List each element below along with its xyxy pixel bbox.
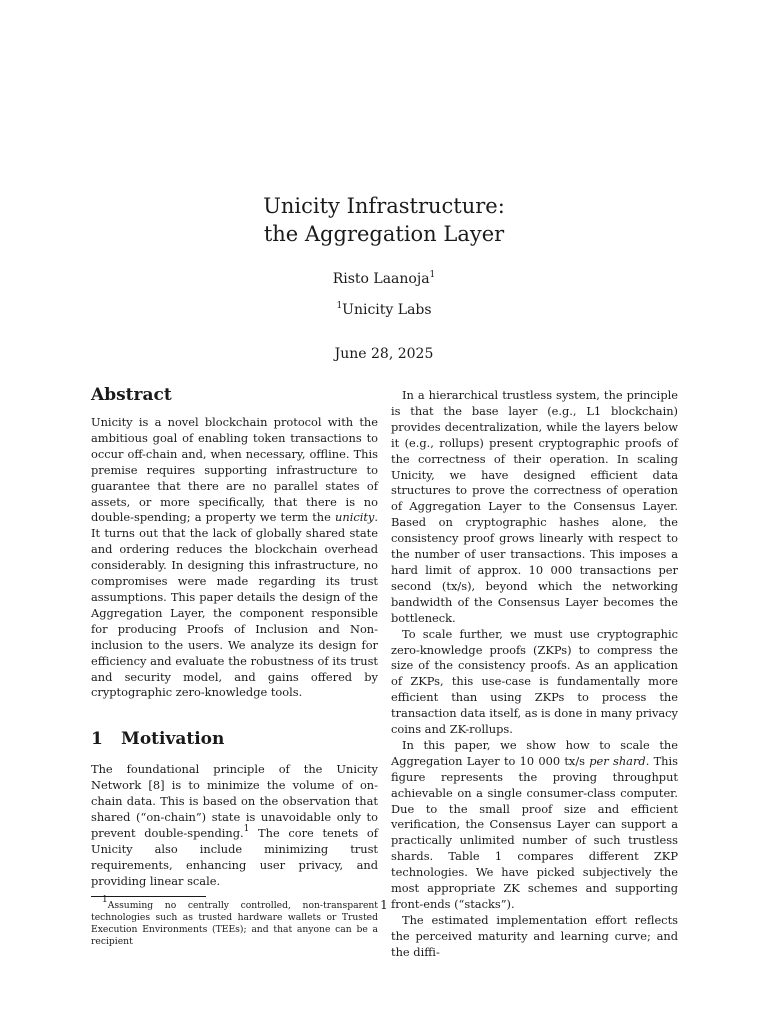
author-affiliation-mark: 1 <box>429 270 436 280</box>
motivation-text-end: The core tenets of Unicity also include minimizing trust requirements, enhancing user privacy, and providing linear scale. <box>91 825 378 888</box>
motivation-heading <box>91 728 378 750</box>
right-paragraph-2: To scale further, we must use cryptographic zero-knowledge proofs (ZKPs) to compress the size of the consistency proofs. As an application of ZKPs, this use-case is fundamentally more efficient than using ZKPs to process the transaction data itself, as is done in many privacy coins and ZK-rollups. <box>391 626 678 737</box>
footnote-reference: 1 <box>243 823 250 834</box>
footnote-rule <box>91 896 206 897</box>
per-shard-emphasis: per shard <box>589 753 646 768</box>
abstract-text <box>91 415 378 701</box>
abstract-text-start: Unicity is a novel blockchain protocol with the ambitious goal of enabling token transactions to occur off-chain and, when necessary, offline. This premise requires supporting infrastructure to guarantee that there are no parallel states of assets, or more specifically, that there is no double-spending; a property we term the <box>91 415 378 525</box>
title-line-2: the Aggregation Layer <box>263 222 505 246</box>
right-paragraph-3 <box>391 738 678 913</box>
page-number: 1 <box>380 898 388 912</box>
footnote-mark: 1 <box>102 894 108 905</box>
abstract-heading: Abstract <box>91 385 172 405</box>
affiliation-line <box>0 301 768 319</box>
footnote-text: Assuming no centrally controlled, non-transparent technologies such as trusted hardware wallets or Trusted Execution Environments (TEEs); and that anyone can be a recipient <box>91 899 378 947</box>
right-paragraph-3-start: In this paper, we show how to scale the Aggregation Layer to 10 000 tx/s <box>391 737 678 768</box>
section-number: 1 <box>91 729 103 750</box>
right-paragraph-1: In a hierarchical trustless system, the principle is that the base layer (e.g., L1 blockchain) provides decentralization, while the layers below it (e.g., rollups) present cryptographic proofs of the correctness of their operation. In scaling Unicity, we have designed efficient data structures to prove the correctness of operation of Aggregation Layer to the Consensus Layer. Based on cryptographic hashes alone, the consistency proof grows linearly with respect to the number of user transactions. This imposes a hard limit of approx. 10 000 transactions per second (tx/s), beyond which the networking bandwidth of the Consensus Layer becomes the bottleneck. <box>391 388 678 625</box>
left-column <box>91 384 378 948</box>
abstract-text-end: . It turns out that the lack of globally shared state and ordering reduces the blockchain overhead considerably. In designing this infrastructure, no compromises were made regarding its trust assumptions. This paper details the design of the Aggregation Layer, the component responsible for producing Proofs of Inclusion and Non-inclusion to the users. We analyze its design for efficiency and evaluate the robustness of its trust and security model, and gains offered by cryptographic zero-knowledge tools. <box>91 510 378 700</box>
section-title: Motivation <box>121 729 225 750</box>
affiliation-name: Unicity Labs <box>342 302 432 318</box>
paper-date: June 28, 2025 <box>334 346 434 362</box>
author-name: Risto Laanoja <box>332 271 430 287</box>
paper-title <box>0 192 768 248</box>
title-line-1: Unicity Infrastructure: <box>263 194 505 218</box>
title-block <box>0 192 768 363</box>
motivation-paragraph <box>91 762 378 889</box>
right-paragraph-4: The estimated implementation effort reflects the perceived maturity and learning curve; and the diffi- <box>391 912 678 959</box>
author-line <box>0 270 768 288</box>
right-paragraph-3-end: . This figure represents the proving throughput achievable on a single consumer-class computer. Due to the small proof size and efficient verification, the Consensus Layer can support a practically unlimited number of such trustless shards. Table 1 compares different ZKP technologies. We have picked subjectively the most appropriate ZK schemes and supporting front-ends (“stacks”). <box>391 753 678 911</box>
affiliation-mark: 1 <box>336 301 343 311</box>
abstract-term-unicity: unicity <box>335 510 375 525</box>
motivation-text-start: The foundational principle of the Unicity Network [8] is to minimize the volume of on-chain data. This is based on the observation that shared (“on-chain”) state is unavoidable only to prevent double-spending. <box>91 762 378 840</box>
right-column <box>391 388 678 961</box>
